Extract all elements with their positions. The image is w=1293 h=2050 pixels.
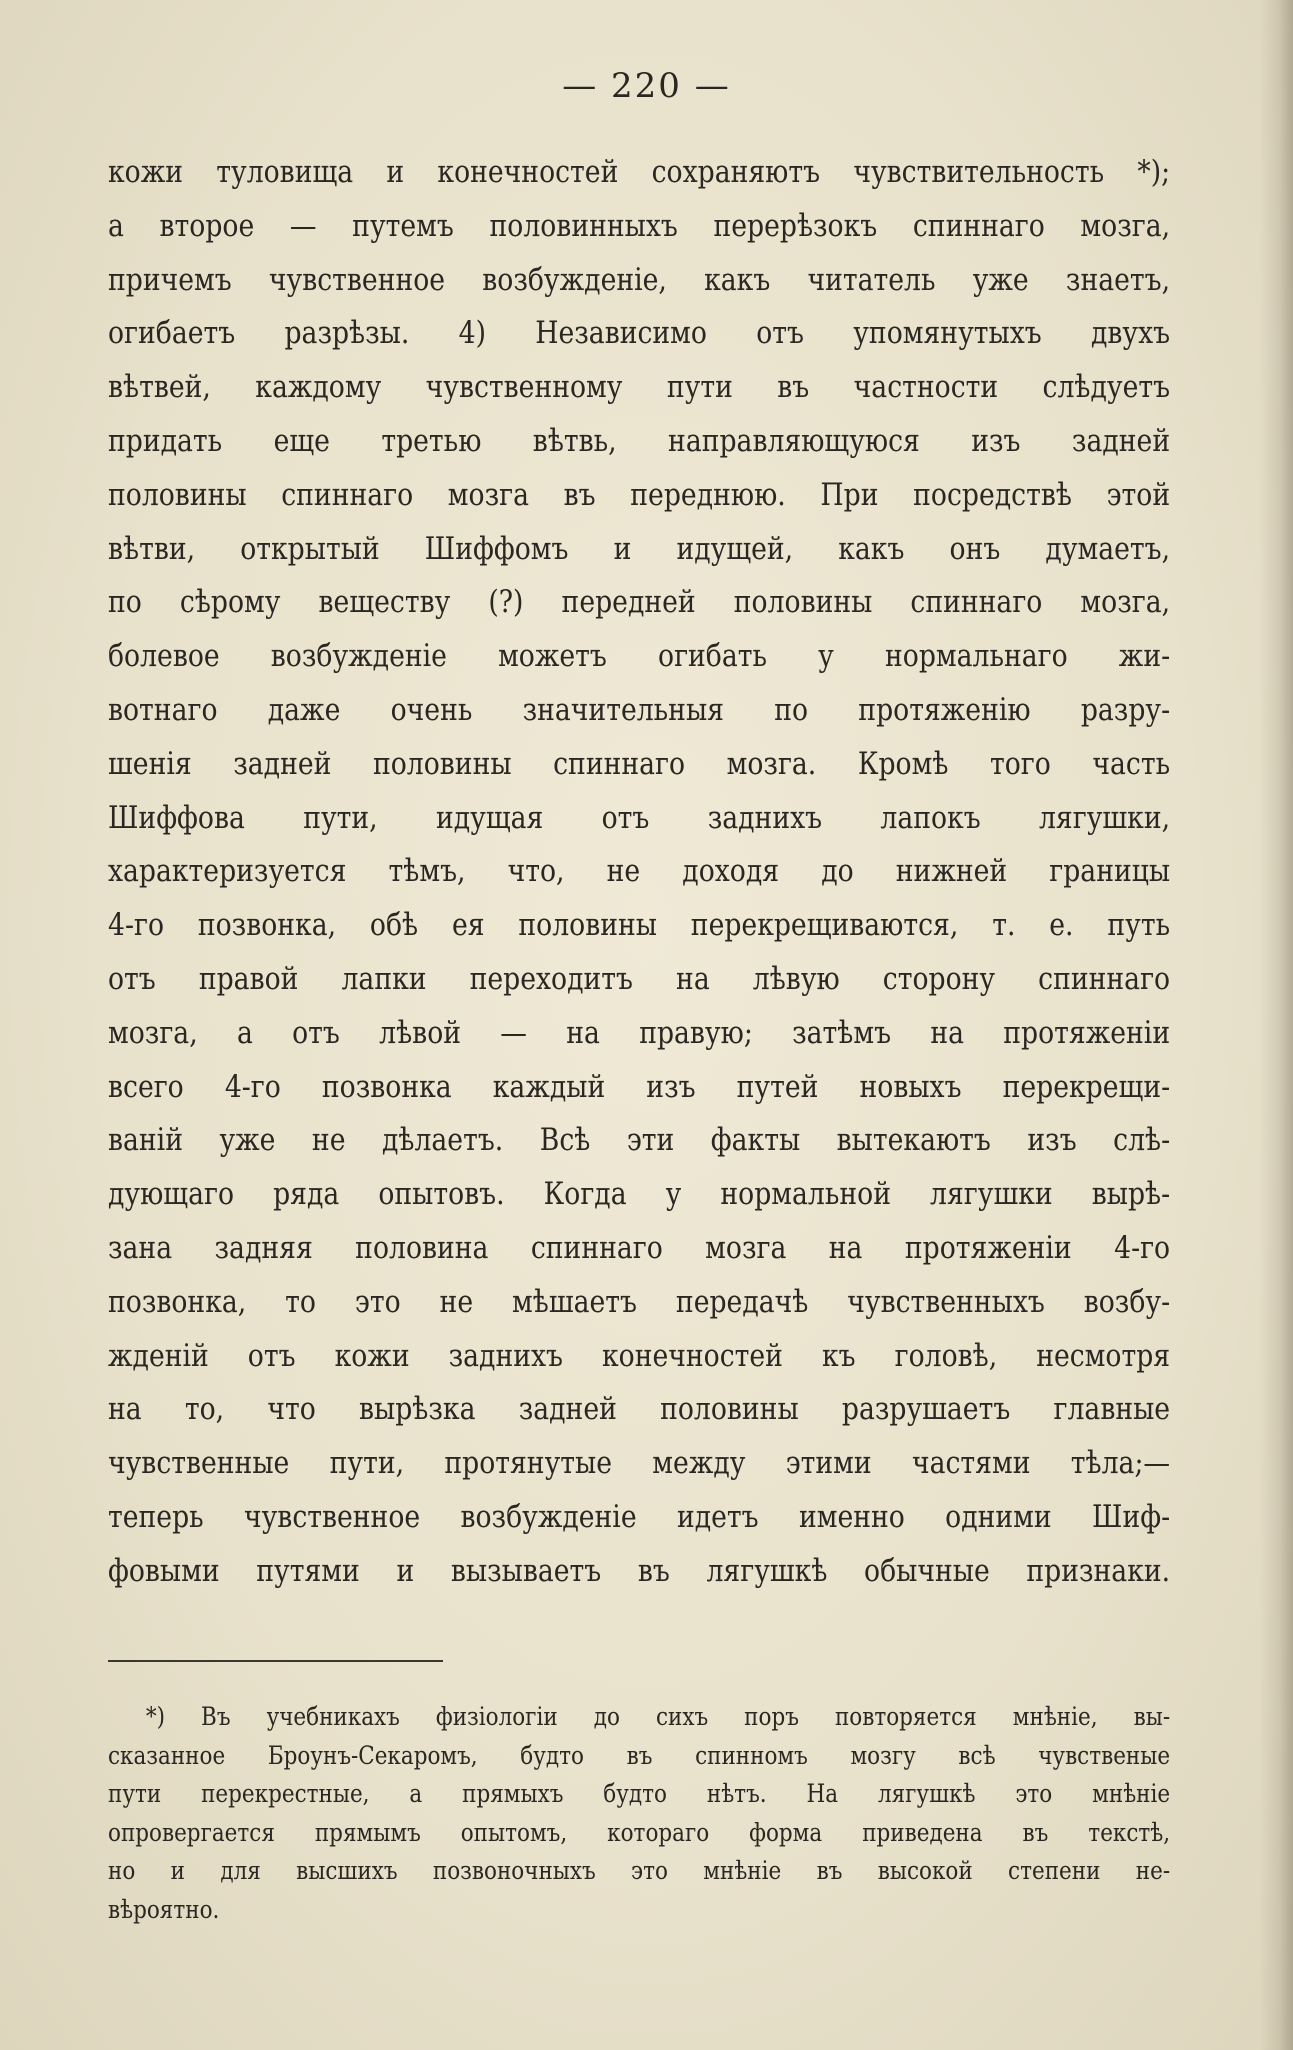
body-line: а второе — путемъ половинныхъ перерѣзокъ спиннаго мозга, xyxy=(108,207,1171,244)
body-line: на то, что вырѣзка задней половины разрушаетъ главные xyxy=(108,1391,1171,1428)
body-line: Шиффова пути, идущая отъ заднихъ лапокъ лягушки, xyxy=(108,799,1171,836)
footnote-line: пути перекрестные, а прямыхъ будто нѣтъ. На лягушкѣ это мнѣніе xyxy=(108,1779,1171,1808)
body-line: болевое возбужденіе можетъ огибать у нормальнаго жи- xyxy=(108,638,1171,675)
body-line: вѣтвей, каждому чувственному пути въ частности слѣдуетъ xyxy=(108,369,1171,406)
body-line: ваній уже не дѣлаетъ. Всѣ эти факты вытекаютъ изъ слѣ- xyxy=(108,1122,1171,1159)
body-line: всего 4-го позвонка каждый изъ путей новыхъ перекрещи- xyxy=(108,1068,1171,1105)
footnote-line: вѣроятно. xyxy=(108,1894,220,1924)
body-line: чувственные пути, протянутые между этими частями тѣла;— xyxy=(108,1445,1171,1482)
body-line: огибаетъ разрѣзы. 4) Независимо отъ упомянутыхъ двухъ xyxy=(108,315,1171,352)
body-line: вотнаго даже очень значительныя по протяженію разру- xyxy=(108,691,1171,728)
body-line: половины спиннаго мозга въ переднюю. При посредствѣ этой xyxy=(108,476,1171,513)
body-line: мозга, а отъ лѣвой — на правую; затѣмъ на протяженіи xyxy=(108,1014,1171,1051)
body-line: позвонка, то это не мѣшаетъ передачѣ чувственныхъ возбу- xyxy=(108,1283,1171,1320)
footnote-line: сказанное Броунъ-Секаромъ, будто въ спинномъ мозгу всѣ чувственые xyxy=(108,1740,1171,1770)
body-line: теперь чувственное возбужденіе идетъ именно одними Шиф- xyxy=(108,1498,1171,1535)
body-line: вѣтви, открытый Шиффомъ и идущей, какъ онъ думаетъ, xyxy=(108,530,1171,567)
body-line: 4-го позвонка, обѣ ея половины перекрещиваются, т. е. путь xyxy=(108,907,1171,944)
body-text xyxy=(108,146,1170,1599)
body-line: придать еще третью вѣтвь, направляющуюся изъ задней xyxy=(108,422,1171,459)
footnote xyxy=(108,1698,1170,1929)
page-number: — 220 — xyxy=(562,66,731,106)
body-line: зана задняя половина спиннаго мозга на протяженіи 4-го xyxy=(108,1229,1171,1266)
body-line: причемъ чувственное возбужденіе, какъ читатель уже знаетъ, xyxy=(108,261,1171,298)
footnote-line: но и для высшихъ позвоночныхъ это мнѣніе въ высокой степени не- xyxy=(108,1856,1171,1885)
body-line: характеризуется тѣмъ, что, не доходя до нижней границы xyxy=(108,853,1171,890)
footnote-line: опровергается прямымъ опытомъ, котораго форма приведена въ текстѣ, xyxy=(108,1817,1171,1847)
footnote-divider xyxy=(108,1660,443,1662)
footnote-line: *) Въ учебникахъ физіологіи до сихъ поръ повторяется мнѣніе, вы- xyxy=(145,1702,1171,1731)
body-line: фовыми путями и вызываетъ въ лягушкѣ обычные признаки. xyxy=(108,1552,1171,1589)
body-line: отъ правой лапки переходитъ на лѣвую сторону спиннаго xyxy=(108,960,1171,997)
page-spine-shadow xyxy=(1259,0,1293,2050)
body-line: кожи туловища и конечностей сохраняютъ чувствительность *); xyxy=(108,154,1171,190)
body-line: по сѣрому веществу (?) передней половины спиннаго мозга, xyxy=(108,584,1171,621)
body-line: шенія задней половины спиннаго мозга. Кромѣ того часть xyxy=(108,745,1171,782)
body-line: жденій отъ кожи заднихъ конечностей къ головѣ, несмотря xyxy=(108,1337,1171,1374)
body-line: дующаго ряда опытовъ. Когда у нормальной лягушки вырѣ- xyxy=(108,1176,1171,1213)
